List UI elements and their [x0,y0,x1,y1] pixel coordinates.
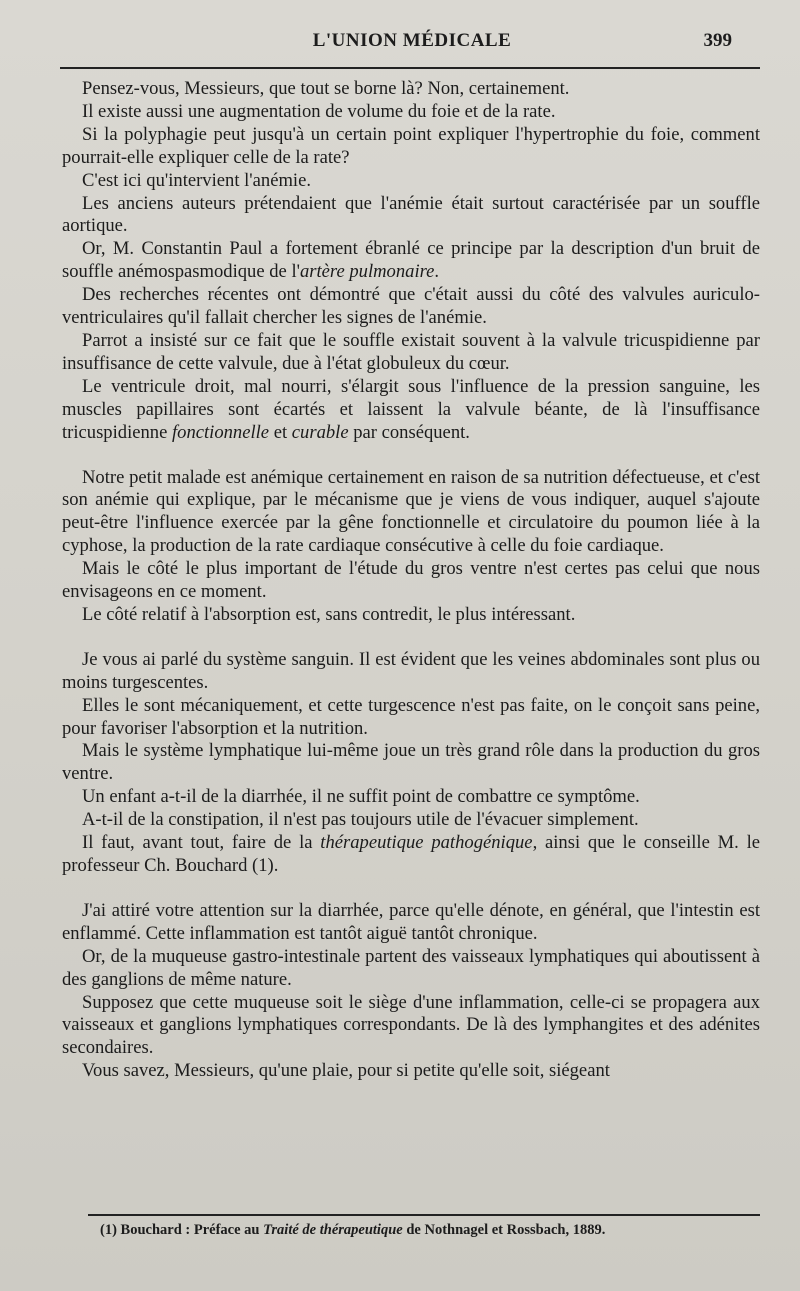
text-run: Notre petit malade est anémique certainement en raison de sa nutrition défectueuse, et c'est son anémie qui explique, par le mécanisme que je viens de vous indiquer, auquel s'ajoute peut-être l'influence exercée par la gêne fonctionnelle et circulatoire du poumon liée à la cyphose, la production de la rate cardiaque consécutive à celle du foie cardiaque. [62,466,760,557]
paragraph [62,467,760,559]
footnote-rule [88,1214,760,1216]
text-run: Pensez-vous, Messieurs, que tout se borne là? Non, certainement. [82,78,570,99]
paragraph [62,101,760,124]
paragraph [62,284,760,330]
paragraph [62,992,760,1061]
text-run: C'est ici qu'intervient l'anémie. [82,169,311,191]
text-run: Il faut, avant tout, faire de la [82,832,321,854]
italic-text: fonctionnelle [171,421,270,443]
text-run: Mais le système lymphatique lui-même joue un très grand rôle dans la production du gros ventre. [62,740,760,785]
text-run: Le ventricule droit, mal nourri, s'élargit sous l'influence de la pression sanguine, les muscles papillaires sont écartés et laissent la valvule béante, de là l'insuffisance tricuspidienne [62,375,760,443]
header-rule [60,67,760,69]
italic-text: artère pulmonaire [299,261,435,283]
paragraph [62,809,760,832]
running-title: L'UNION MÉDICALE [312,30,512,51]
text-run: Il existe aussi une augmentation de volume du foie et de la rate. [82,100,556,122]
text-run: Je vous ai parlé du système sanguin. Il est évident que les veines abdominales sont plus ou moins turgescentes. [62,648,760,693]
page-number: 399 [703,30,732,51]
paragraph [62,740,760,786]
paragraph [62,376,760,445]
text-run: Or, de la muqueuse gastro-intestinale partent des vaisseaux lymphatiques qui aboutissent à des ganglions de même nature. [62,945,760,990]
footnote [100,1222,760,1239]
paragraph [62,78,760,101]
text-run: J'ai attiré votre attention sur la diarrhée, parce qu'elle dénote, en général, que l'intestin est enflammé. Cette inflammation est tantôt aiguë tantôt chronique. [62,899,760,944]
italic-text: curable [291,421,349,443]
paragraph [62,193,760,239]
paragraph [62,832,760,878]
text-run: Un enfant a-t-il de la diarrhée, il ne suffit point de combattre ce symptôme. [82,786,640,808]
text-run: Mais le côté le plus important de l'étude du gros ventre n'est certes pas celui que nous envisageons en ce moment. [62,558,760,603]
text-run: Vous savez, Messieurs, qu'une plaie, pour si petite qu'elle soit, siégeant [82,1060,610,1082]
text-run: Or, M. Constantin Paul a fortement ébranlé ce principe par la description d'un bruit de souffle anémospasmodique de l' [62,238,760,283]
text-run: . [434,261,440,283]
text-run: Des recherches récentes ont démontré que c'était aussi du côté des valvules auriculo-ventriculaires qu'il fallait chercher les signes de l'anémie. [62,284,760,329]
text-run: (1) Bouchard : Préface au [100,1222,264,1238]
page-header [62,30,762,60]
text-run: , ainsi que le conseille M. le professeur Ch. Bouchard (1). [62,832,760,876]
text-run: Parrot a insisté sur ce fait que le souffle existait souvent à la valvule tricuspidienne par insuffisance de cette valvule, due à l'état globuleux du cœur. [62,329,760,374]
text-run: de Nothnagel et Rossbach, 1889. [402,1222,606,1238]
paragraph [62,1060,760,1083]
text-run: A-t-il de la constipation, il n'est pas toujours utile de l'évacuer simplement. [82,809,639,831]
body-text [62,78,760,1083]
text-run: par conséquent. [348,421,470,443]
paragraph [62,124,760,170]
paragraph [62,238,760,284]
text-run: Supposez que cette muqueuse soit le siège d'une inflammation, celle-ci se propagera aux vaisseaux et ganglions lymphatiques correspondants. De là des lymphangites et des adénites secondaires. [62,991,760,1059]
paragraph [62,695,760,741]
paragraph [62,946,760,992]
text-run: Si la polyphagie peut jusqu'à un certain point expliquer l'hypertrophie du foie, comment pourrait-elle expliquer celle de la rate? [62,123,760,168]
paragraph [62,558,760,604]
text-run: Les anciens auteurs prétendaient que l'anémie était surtout caractérisée par un souffle aortique. [62,192,760,237]
text-run: Le côté relatif à l'absorption est, sans contredit, le plus intéressant. [82,603,576,625]
italic-text: thérapeutique pathogénique [320,832,533,854]
text-run: et [269,421,292,443]
paragraph [62,900,760,946]
italic-text: Traité de thérapeutique [263,1222,403,1238]
paragraph [62,786,760,809]
paragraph [62,604,760,627]
text-run: Elles le sont mécaniquement, et cette turgescence n'est pas faite, on le conçoit sans peine, pour favoriser l'absorption et la nutrition. [62,694,760,739]
paragraph [62,170,760,193]
paragraph [62,330,760,376]
paragraph [62,649,760,695]
